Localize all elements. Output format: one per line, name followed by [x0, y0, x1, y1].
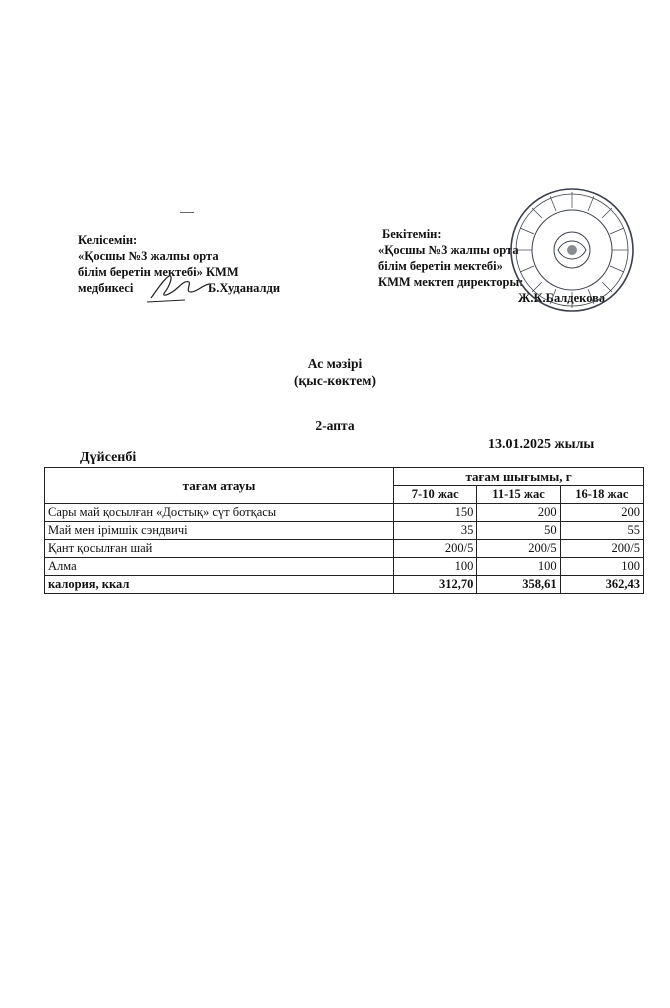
header-yield: тағам шығымы, г [394, 468, 644, 486]
yield-value: 200/5 [560, 540, 643, 558]
yield-value: 35 [394, 522, 477, 540]
menu-heading [0, 355, 670, 389]
yield-value: 50 [477, 522, 560, 540]
table-row [45, 540, 644, 558]
approval-right-name: Ж.К.Балдекова [518, 291, 606, 305]
yield-value: 200/5 [477, 540, 560, 558]
menu-season: (қыс-көктем) [294, 373, 376, 388]
approval-left-title: Келісемін: [78, 233, 138, 247]
calorie-label: калория, ккал [45, 576, 394, 594]
calorie-value: 358,61 [477, 576, 560, 594]
table-row [45, 558, 644, 576]
official-seal-icon [508, 186, 636, 314]
dish-name: Алма [45, 558, 394, 576]
dish-name: Май мен ірімшік сэндвичі [45, 522, 394, 540]
approval-left-line2: білім беретін мектебі» КММ [78, 265, 239, 279]
approval-left-role: медбикесі [78, 281, 134, 295]
scan-mark [180, 212, 194, 213]
yield-value: 100 [394, 558, 477, 576]
approval-right-line2: білім беретін мектебі» [378, 259, 503, 273]
dish-name: Сары май қосылған «Достық» сүт ботқасы [45, 504, 394, 522]
header-dish-name: тағам атауы [45, 468, 394, 504]
menu-title: Ас мәзірі [307, 356, 363, 371]
menu-day: Дүйсенбі [80, 450, 137, 465]
yield-value: 200/5 [394, 540, 477, 558]
yield-value: 100 [560, 558, 643, 576]
menu-table [44, 467, 644, 594]
header-age-group: 16-18 жас [560, 486, 643, 504]
yield-value: 100 [477, 558, 560, 576]
approval-left-line1: «Қосшы №3 жалпы орта [78, 249, 219, 263]
yield-value: 55 [560, 522, 643, 540]
handwritten-signature-icon [145, 270, 215, 304]
table-row [45, 504, 644, 522]
table-row [45, 522, 644, 540]
yield-value: 150 [394, 504, 477, 522]
approval-right-line1: «Қосшы №3 жалпы орта [378, 243, 519, 257]
menu-week: 2-апта [315, 418, 355, 433]
dish-name: Қант қосылған шай [45, 540, 394, 558]
header-age-group: 7-10 жас [394, 486, 477, 504]
table-total-row [45, 576, 644, 594]
calorie-value: 362,43 [560, 576, 643, 594]
approval-right-title: Бекітемін: [382, 227, 442, 241]
header-age-group: 11-15 жас [477, 486, 560, 504]
yield-value: 200 [477, 504, 560, 522]
yield-value: 200 [560, 504, 643, 522]
approval-right-role: КММ мектеп директоры: [378, 275, 524, 289]
menu-date: 13.01.2025 жылы [488, 437, 595, 452]
table-header-row [45, 468, 644, 486]
approval-left-name: Б.Худаналди [208, 281, 281, 295]
calorie-value: 312,70 [394, 576, 477, 594]
